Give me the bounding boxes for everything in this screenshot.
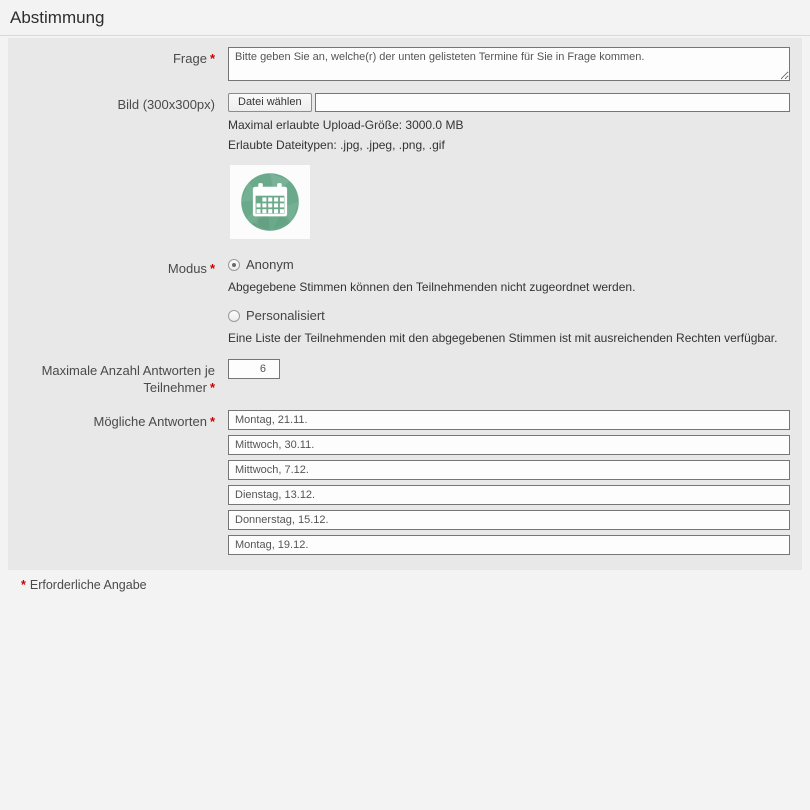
modus-label xyxy=(8,257,215,347)
frage-textarea[interactable] xyxy=(228,47,790,81)
radio-button-anonym[interactable] xyxy=(228,259,240,271)
poll-form-panel xyxy=(8,38,802,570)
personalisiert-description: Eine Liste der Teilnehmenden mit den abgegebenen Stimmen ist mit ausreichenden Rechten verfügbar. xyxy=(228,331,778,345)
frage-control xyxy=(228,47,790,81)
bild-label: Bild (300x300px) xyxy=(117,97,215,112)
radio-button-personalisiert[interactable] xyxy=(228,310,240,322)
answer-input-4[interactable] xyxy=(228,485,790,505)
page-header xyxy=(0,0,810,36)
required-asterisk: * xyxy=(21,578,26,592)
filetypes-hint: Erlaubte Dateitypen: .jpg, .jpeg, .png, .gif xyxy=(228,138,445,152)
antworten-control xyxy=(228,410,790,555)
calendar-icon xyxy=(234,168,306,236)
frage-label xyxy=(8,47,215,81)
max-antworten-label-line2: Teilnehmer xyxy=(143,380,207,395)
page-title: Abstimmung xyxy=(10,8,105,27)
bild-control xyxy=(228,93,790,239)
modus-row xyxy=(8,257,790,347)
required-asterisk: * xyxy=(209,414,215,429)
answer-input-2[interactable] xyxy=(228,435,790,455)
file-name-input[interactable] xyxy=(315,93,790,112)
max-antworten-label-line1: Maximale Anzahl Antworten je xyxy=(41,363,215,378)
required-asterisk: * xyxy=(209,51,215,66)
required-asterisk: * xyxy=(209,261,215,276)
file-upload-row xyxy=(228,93,790,112)
radio-label-personalisiert: Personalisiert xyxy=(246,308,325,323)
antworten-label xyxy=(8,410,215,555)
antworten-row xyxy=(8,410,790,555)
frage-row xyxy=(8,47,790,81)
answer-input-3[interactable] xyxy=(228,460,790,480)
radio-option-anonym[interactable] xyxy=(228,257,790,272)
radio-label-anonym: Anonym xyxy=(246,257,294,272)
answer-input-5[interactable] xyxy=(228,510,790,530)
frage-label-text: Frage xyxy=(172,51,207,66)
required-legend-text: Erforderliche Angabe xyxy=(29,578,147,592)
anonym-description: Abgegebene Stimmen können den Teilnehmenden nicht zugeordnet werden. xyxy=(228,280,636,294)
bild-row xyxy=(8,93,790,239)
upload-size-hint: Maximal erlaubte Upload-Größe: 3000.0 MB xyxy=(228,118,464,132)
max-antworten-control xyxy=(228,359,790,396)
required-legend xyxy=(21,578,810,592)
required-asterisk: * xyxy=(209,380,215,395)
radio-option-personalisiert[interactable] xyxy=(228,308,790,323)
antworten-label-text: Mögliche Antworten xyxy=(93,414,207,429)
image-preview xyxy=(230,165,310,239)
modus-label-text: Modus xyxy=(167,261,207,276)
answer-input-6[interactable] xyxy=(228,535,790,555)
max-antworten-label xyxy=(8,359,215,396)
max-answers-input[interactable] xyxy=(228,359,280,379)
file-choose-button[interactable]: Datei wählen xyxy=(228,93,312,112)
modus-control xyxy=(228,257,790,347)
answer-input-1[interactable] xyxy=(228,410,790,430)
max-antworten-row xyxy=(8,359,790,396)
